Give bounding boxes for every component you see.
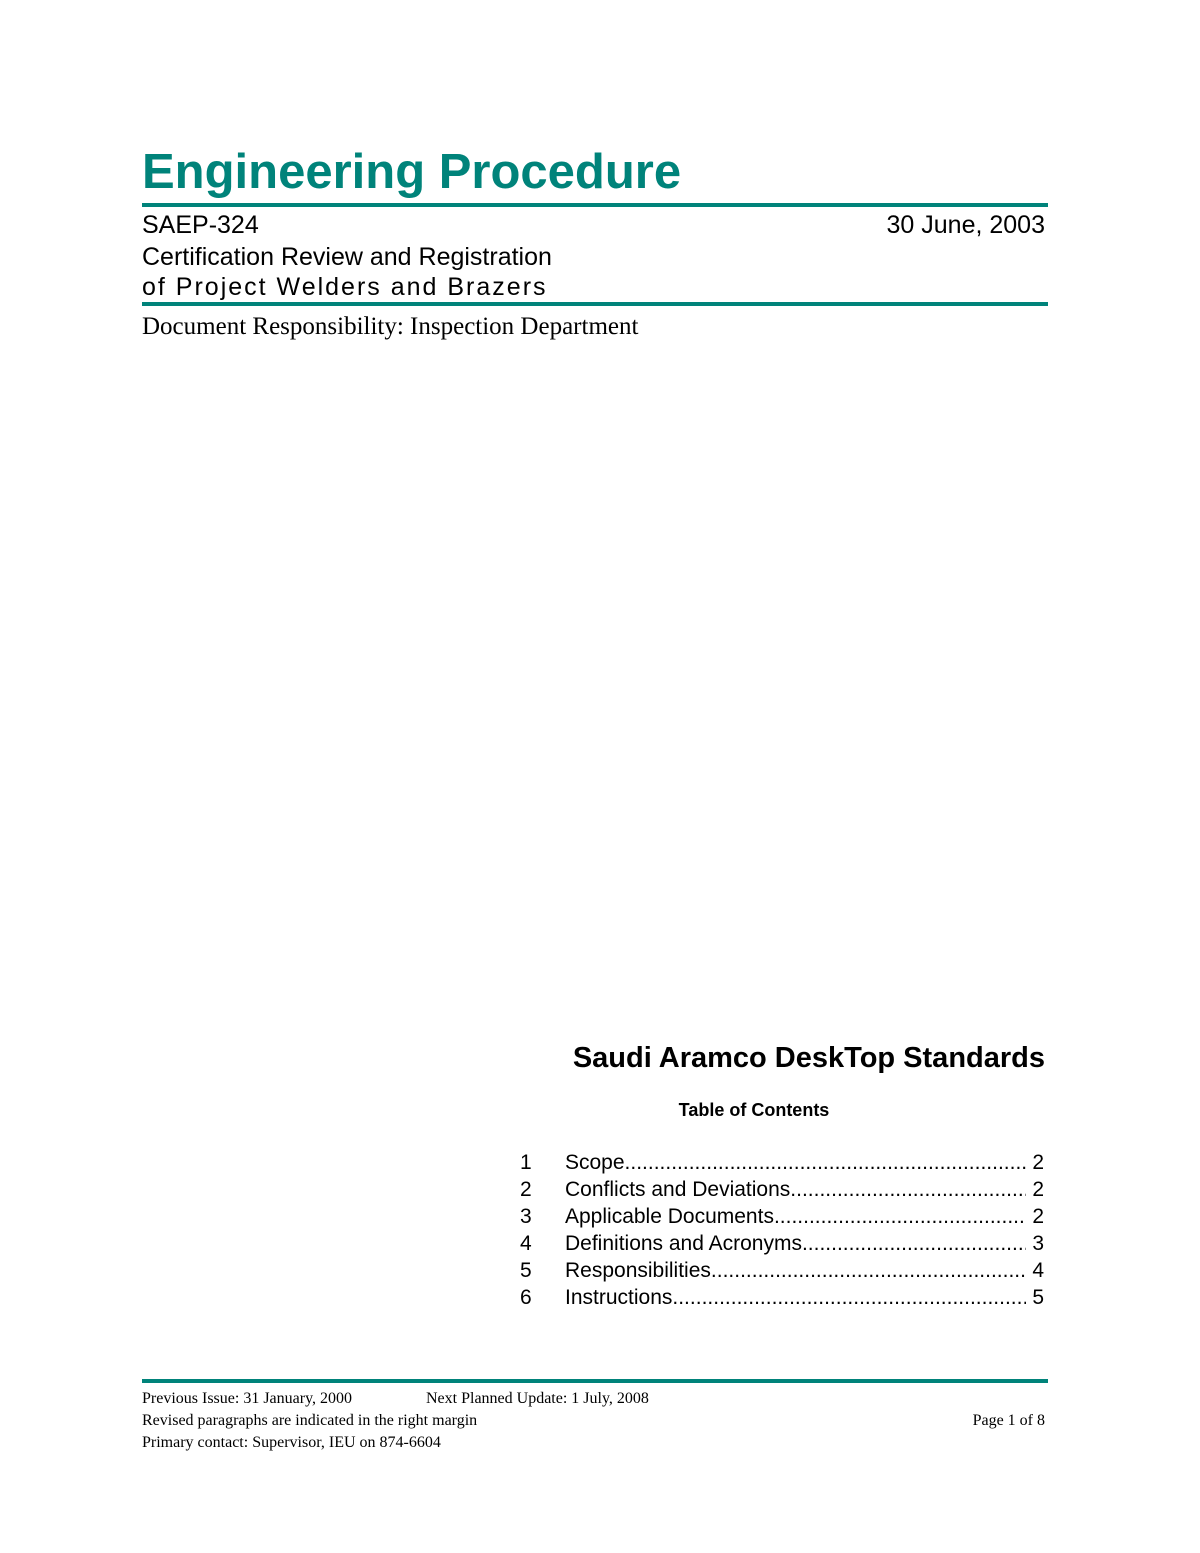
- standards-heading: Saudi Aramco DeskTop Standards: [572, 1042, 1045, 1074]
- footer-page-indicator: Page 1 of 8: [972, 1412, 1045, 1429]
- toc-leader-dots: [774, 1203, 1026, 1230]
- toc-title: Table of Contents: [678, 1100, 830, 1120]
- toc-item-page: 5: [1032, 1286, 1044, 1309]
- footer-previous-issue: Previous Issue: 31 January, 2000: [142, 1390, 353, 1407]
- toc-item-number: 3: [520, 1205, 532, 1228]
- footer-primary-contact: Primary contact: Supervisor, IEU on 874-6604: [142, 1434, 441, 1451]
- document-subtitle-line2: of Project Welders and Brazers: [142, 273, 548, 301]
- toc-leader-dots: [790, 1176, 1026, 1203]
- toc-item-label: Conflicts and Deviations: [565, 1178, 791, 1201]
- toc-leader-dots: [802, 1230, 1026, 1257]
- toc-item-page: 2: [1032, 1151, 1044, 1174]
- document-number: SAEP-324: [142, 211, 259, 239]
- toc-item-number: 2: [520, 1178, 532, 1201]
- toc-item-scope[interactable]: [520, 1149, 1044, 1176]
- toc-item-page: 2: [1032, 1205, 1044, 1228]
- toc-item-label: Instructions: [565, 1286, 673, 1309]
- document-responsibility: Document Responsibility: Inspection Department: [142, 313, 639, 340]
- footer-rule: [142, 1379, 1048, 1383]
- toc-item-conflicts[interactable]: [520, 1176, 1044, 1203]
- toc-item-number: 6: [520, 1286, 532, 1309]
- header-rule-top: [142, 203, 1048, 207]
- toc-item-page: 2: [1032, 1178, 1044, 1201]
- document-date: 30 June, 2003: [886, 211, 1045, 239]
- document-subtitle-line1: Certification Review and Registration: [142, 243, 552, 271]
- toc-item-page: 3: [1032, 1232, 1044, 1255]
- toc-leader-dots: [672, 1284, 1026, 1311]
- toc-item-label: Responsibilities: [565, 1259, 711, 1282]
- footer-next-update: Next Planned Update: 1 July, 2008: [426, 1390, 649, 1407]
- header-rule-bottom: [142, 302, 1048, 306]
- toc-item-number: 4: [520, 1232, 532, 1255]
- toc-leader-dots: [625, 1149, 1027, 1176]
- toc-item-applicable-documents[interactable]: [520, 1203, 1044, 1230]
- toc-item-label: Scope: [565, 1151, 625, 1174]
- toc-item-label: Definitions and Acronyms: [565, 1232, 802, 1255]
- toc-item-label: Applicable Documents: [565, 1205, 774, 1228]
- toc-item-number: 1: [520, 1151, 532, 1174]
- toc-item-page: 4: [1032, 1259, 1044, 1282]
- toc-item-definitions[interactable]: [520, 1230, 1044, 1257]
- footer-revised-note: Revised paragraphs are indicated in the right margin: [142, 1412, 478, 1429]
- table-of-contents: [520, 1149, 1044, 1311]
- toc-item-instructions[interactable]: [520, 1284, 1044, 1311]
- toc-item-responsibilities[interactable]: [520, 1257, 1044, 1284]
- toc-leader-dots: [711, 1257, 1026, 1284]
- toc-item-number: 5: [520, 1259, 532, 1282]
- page-title: Engineering Procedure: [142, 145, 682, 199]
